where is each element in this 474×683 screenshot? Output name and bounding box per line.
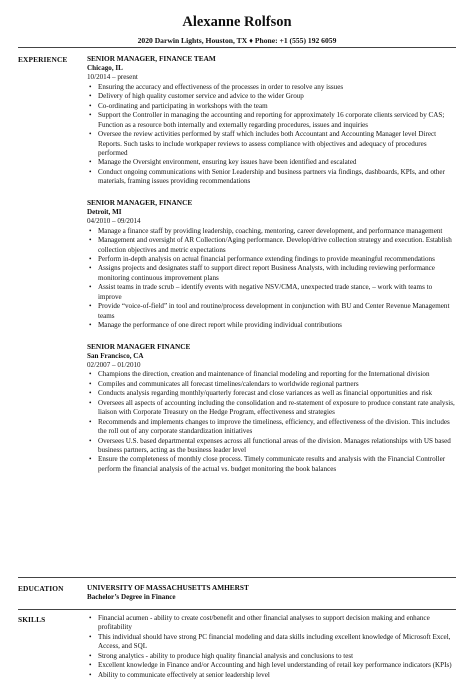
- list-item: • Delivery of high quality customer service and advice to the wider Group: [87, 92, 457, 101]
- list-item: • Recommends and implements changes to improve the timeliness, efficiency, and effectiveness of the division. This includes the roll out of any corporate standardization initiatives: [87, 418, 457, 437]
- list-item: • Assist teams in trade scrub – identify events with negative NSV/CMA, unexpected trade stance, – work with teams to improve: [87, 283, 457, 302]
- job-location: San Francisco, CA: [87, 351, 144, 360]
- resume-header: [0, 14, 474, 46]
- list-item: • Oversees U.S. based departmental expenses across all functional areas of the division. Manages relationships with US based business partners, acting as the business leader level: [87, 437, 457, 456]
- list-item: • Co-ordinating and participating in workshops with the team: [87, 102, 457, 111]
- list-item: • Oversee the review activities performed by staff which includes both Accountant and Accounting Manager level Direct Reports. Such tasks to include workpaper reviews to assess compliance with objectives and adequacy of procedures performed: [87, 130, 457, 158]
- job-list: [87, 54, 457, 474]
- list-item: • Conduct ongoing communications with Senior Leadership and business partners via findings, dashboards, KPIs, and other materials, framing issues providing recommendations: [87, 168, 457, 187]
- job-location: Chicago, IL: [87, 64, 123, 72]
- job-title: SENIOR MANAGER, FINANCE: [87, 197, 193, 207]
- list-item: • Compiles and communicates all forecast timelines/calendars to worldwide regional partners: [87, 380, 457, 389]
- section-label-skills: SKILLS: [18, 615, 46, 624]
- list-item: • Manage the Oversight environment, ensuring key issues have been identified and escalated: [87, 158, 457, 167]
- divider-experience: [18, 47, 456, 48]
- list-item: • Strong analytics - ability to produce high quality financial analysis and conclusions to test: [87, 652, 457, 661]
- job-bullets: [87, 227, 457, 331]
- list-item: • Ensure the completeness of monthly close process. Timely communicate results and analysis with the Financial Controller perform the financial analysis of the actual vs. budget monitoring the book balances: [87, 455, 457, 474]
- list-item: • Manage a finance staff by providing leadership, coaching, mentoring, career development, and performance management: [87, 227, 457, 236]
- section-label-experience: EXPERIENCE: [18, 55, 68, 64]
- job-bullets: [87, 370, 457, 474]
- list-item: • Provide “voice-of-field” in tool and routine/process development in conjunction with BU and Center Revenue Management teams: [87, 302, 457, 321]
- list-item: • Conducts analysis regarding monthly/quarterly forecast and close variances as well as financial opportunities and risk: [87, 389, 457, 398]
- list-item: • Manage the performance of one direct report while providing individual contributions: [87, 321, 457, 330]
- job-entry: [87, 198, 457, 331]
- education-section: [87, 583, 457, 602]
- job-dates: 04/2010 – 09/2014: [87, 217, 141, 226]
- list-item: • Champions the direction, creation and maintenance of financial modeling and reporting for the International division: [87, 370, 457, 379]
- divider-skills: [18, 609, 456, 610]
- list-item: • Perform in-depth analysis on actual financial performance extending findings to provide meaningful recommendations: [87, 255, 457, 264]
- job-title: SENIOR MANAGER FINANCE: [87, 341, 191, 351]
- section-label-education: EDUCATION: [18, 584, 64, 593]
- skills-list: [87, 614, 457, 680]
- list-item: • Assigns projects and designates staff to support direct report Business Analysts, with including reviewing performance monitoring continuous improvement plans: [87, 264, 457, 283]
- education-degree: Bachelor’s Degree in Finance: [87, 593, 176, 601]
- job-title: SENIOR MANAGER, FINANCE TEAM: [87, 54, 216, 63]
- list-item: • Ensuring the accuracy and effectiveness of the processes in order to resolve any issues: [87, 83, 457, 92]
- education-school: UNIVERSITY OF MASSACHUSETTS AMHERST: [87, 583, 249, 592]
- contact-line: 2020 Darwin Lights, Houston, TX ♦ Phone: +1 (555) 192 6059: [137, 36, 337, 45]
- job-entry: [87, 342, 457, 475]
- list-item: • Excellent knowledge in Finance and/or Accounting and high level understanding of retail key performance indicators (KPIs): [87, 661, 457, 670]
- experience-section: [87, 54, 457, 474]
- list-item: • Oversees all aspects of accounting including the consolidation and re-statement of exposure to produce constant rate analysis, liaison with Corporate Treasury on the Hedge Program, effectiveness and strategies: [87, 399, 457, 418]
- job-bullets: [87, 83, 457, 187]
- job-location: Detroit, MI: [87, 207, 122, 216]
- list-item: • Financial acumen - ability to create cost/benefit and other financial analyses to support decision making and enhance profitability: [87, 614, 457, 633]
- list-item: • This individual should have strong PC financial modeling and data skills including excellent knowledge of Microsoft Excel, Access, and SQL: [87, 633, 457, 652]
- job-entry: [87, 54, 457, 187]
- list-item: • Support the Controller in managing the accounting and reporting for approximately 16 corporate clients serviced by CAS; Function as a resource both internally and externally regarding procedures, issues and inquiries: [87, 111, 457, 130]
- list-item: • Ability to communicate effectively at senior leadership level: [87, 671, 457, 680]
- candidate-name: Alexanne Rolfson: [182, 14, 292, 30]
- job-dates: 10/2014 – present: [87, 73, 138, 82]
- divider-education: [18, 577, 456, 578]
- skills-section: [87, 614, 457, 680]
- list-item: • Management and oversight of AR Collection/Aging performance. Develop/drive collection strategy and execution. Establish collection objectives and metric expectations: [87, 236, 457, 255]
- job-dates: 02/2007 – 01/2010: [87, 361, 141, 369]
